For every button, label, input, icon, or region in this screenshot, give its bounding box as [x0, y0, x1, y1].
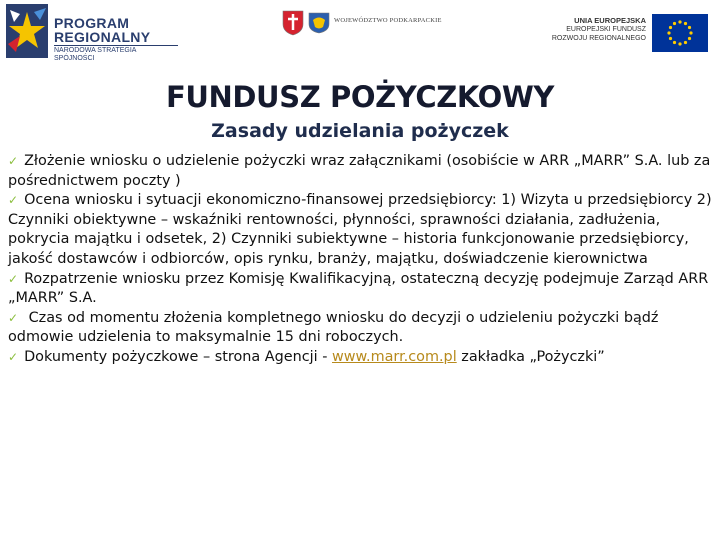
program-logo-line3: NARODOWA STRATEGIA SPÓJNOŚCI [54, 47, 137, 62]
list-item [8, 191, 712, 269]
check-icon: ✓ [8, 310, 19, 325]
check-icon: ✓ [8, 271, 19, 286]
bullet-text: zakładka „Pożyczki” [456, 348, 605, 365]
podkarpackie-logo [282, 10, 452, 54]
header-logos [0, 0, 720, 68]
check-icon: ✓ [8, 154, 19, 168]
eu-flag-icon [652, 14, 708, 52]
list-item [8, 270, 712, 309]
program-logo-line1: PROGRAM [54, 15, 130, 31]
bullet-text: Ocena wniosku i sytuacji ekonomiczno-finansowej przedsiębiorcy: 1) Wizyta u przedsiębiorcy 2) Czynniki obiektywne – wskaźniki rentowności, płynności, sprawności działania, zadłużenia, pokrycia majątku i odsetek, 2) Czynniki subiektywne – historia funkcjonowanie przedsiębiorcy, jakość dostawców i odbiorców, opis rynku, branży, majątku, doświadczenie kierownictwa [8, 192, 712, 267]
list-item [8, 152, 712, 191]
coat-of-arms-secondary-icon [308, 12, 330, 34]
bullet-text: Dokumenty pożyczkowe – strona Agencji - [24, 348, 333, 365]
bullet-text: Złożenie wniosku o udzielenie pożyczki wraz załącznikami (osobiście w ARR „MARR” S.A. lub za pośrednictwem poczty ) [8, 153, 711, 189]
bullet-text: Rozpatrzenie wniosku przez Komisję Kwalifikacyjną, ostateczną decyzję podejmuje Zarząd ARR „MARR” S.A. [8, 270, 709, 307]
program-regionalny-logo [6, 4, 178, 60]
region-logo-text: WOJEWÓDZTWO PODKARPACKIE [334, 17, 442, 24]
star-logo-icon [6, 4, 48, 58]
eu-logo-line3: ROZWOJU REGIONALNEGO [551, 35, 646, 42]
page-title: FUNDUSZ POŻYCZKOWY [165, 80, 555, 114]
program-logo-divider [54, 45, 178, 46]
list-item [8, 309, 712, 348]
eu-logo [548, 14, 718, 54]
page-subtitle: Zasady udzielania pożyczek [211, 120, 509, 142]
check-icon: ✓ [8, 193, 19, 208]
program-logo-line2: REGIONALNY [54, 29, 151, 45]
eu-logo-line1: UNIA EUROPEJSKA [574, 16, 646, 25]
coat-of-arms-icon [282, 10, 304, 36]
bullet-text: Czas od momentu złożenia kompletnego wniosku do decyzji o udzieleniu pożyczki bądź odmowie udzielenia to maksymalnie 15 dni roboczych. [8, 309, 659, 346]
check-icon: ✓ [8, 349, 19, 364]
bullet-list [8, 152, 712, 368]
list-item [8, 348, 712, 368]
eu-logo-line2: EUROPEJSKI FUNDUSZ [566, 26, 646, 33]
agency-website-link[interactable]: www.marr.com.pl [332, 348, 457, 365]
